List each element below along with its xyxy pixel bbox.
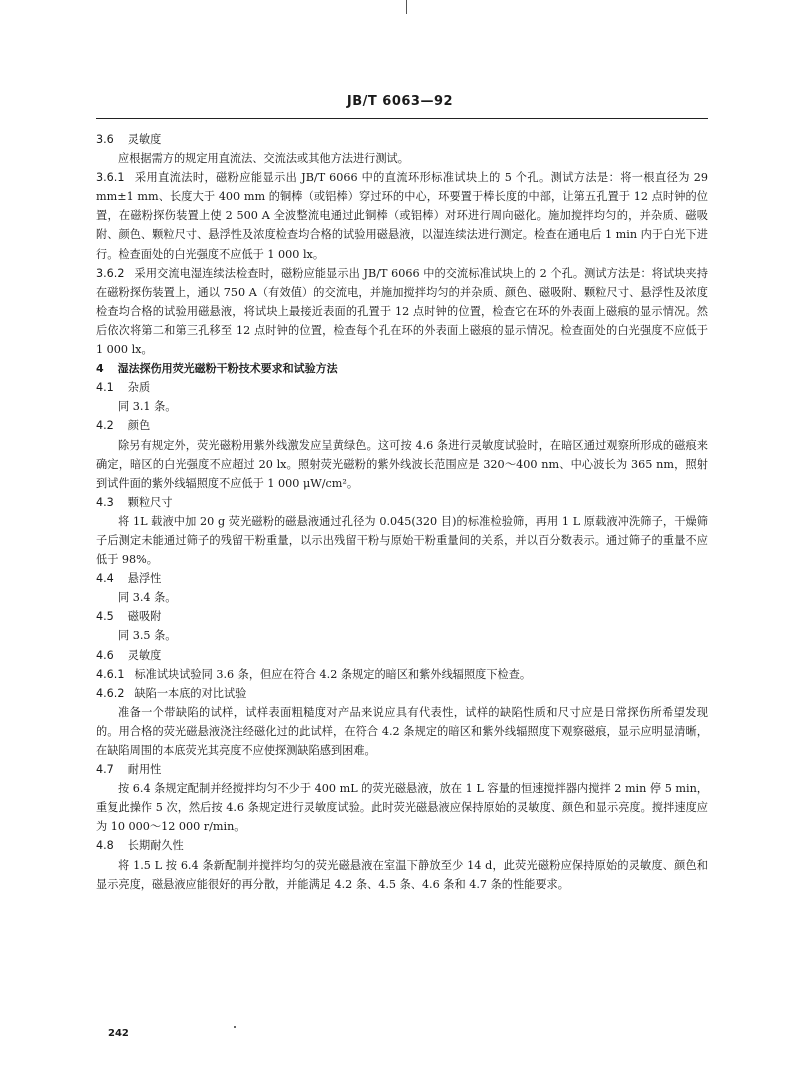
section-4-6-2-heading: 4.6.2 缺陷一本底的对比试验 (96, 686, 247, 700)
section-4-8-text: 将 1.5 L 按 6.4 条新配制并搅拌均匀的荧光磁悬液在室温下静放至少 14 d，此荧光磁粉应保持原始的灵敏度、颜色和显示亮度，磁悬液应能很好的再分散，并能满足 4.2 条、4.5 条、4.6 条和 4.7 条的性能要求。 (96, 858, 708, 891)
section-4-6-1: 4.6.1 标准试块试验同 3.6 条，但应在符合 4.2 条规定的暗区和紫外线辐照度下检查。 (96, 667, 532, 681)
standard-header: JB/T 6063—92 (346, 94, 454, 109)
section-3-6-1: 3.6.1 采用直流法时，磁粉应能显示出 JB/T 6066 中的直流环形标准试块上的 5 个孔。测试方法是：将一根直径为 29 mm±1 mm、长度大于 400 mm 的铜棒（或铝棒）穿过环的中心，环要置于棒长度的中部，让第五孔置于 12 点时钟的位置，在磁粉探伤装置上使 2 500 A 全波整流电通过此铜棒（或铝棒）对环进行周向磁化。施加搅拌均匀的，并杂质、磁吸附、颜色、颗粒尺寸、悬浮性及浓度检查均合格的试验用磁悬液，以湿连续法进行测定。检查在通电后 1 min 内于白光下进行。检查面处的白光强度不应低于 1 000 lx。 (96, 171, 708, 261)
section-4-1-text: 同 3.1 条。 (118, 400, 177, 414)
crop-mark (406, 0, 407, 14)
section-4-5-heading: 4.5 磁吸附 (96, 610, 162, 624)
section-4-3-heading: 4.3 颗粒尺寸 (96, 495, 173, 509)
section-4-7-text: 按 6.4 条规定配制并经搅拌均匀不少于 400 mL 的荧光磁悬液，放在 1 L 容量的恒速搅拌器内搅拌 2 min 停 5 min，重复此操作 5 次，然后按 4.6 条规定进行灵敏度试验。此时荧光磁悬液应保持原始的灵敏度、颜色和显示亮度。搅拌速度应为 10 000～12 000 r/min。 (96, 782, 708, 834)
document-body (96, 130, 708, 894)
section-3-6-2: 3.6.2 采用交流电湿连续法检查时，磁粉应能显示出 JB/T 6066 中的交流标准试块上的 2 个孔。测试方法是：将试块夹持在磁粉探伤装置上，通以 750 A（有效值）的交流电，并施加搅拌均匀的并杂质、颜色、磁吸附、颗粒尺寸、悬浮性及浓度检查均合格的试验用磁悬液，将试块上最接近表面的孔置于 12 点时钟的位置，检查它在环的外表面上磁痕的显示情况。然后依次将第二和第三孔移至 12 点时钟的位置，检查每个孔在环的外表面上磁痕的显示情况。检查面处的白光强度不应低于 1 000 lx。 (96, 266, 708, 357)
section-4-heading: 4 湿法探伤用荧光磁粉干粉技术要求和试验方法 (96, 362, 338, 376)
section-3-6-heading: 3.6 灵敏度 (96, 133, 162, 146)
section-4-5-text: 同 3.5 条。 (118, 629, 177, 643)
section-4-8-heading: 4.8 长期耐久性 (96, 839, 184, 853)
section-4-7-heading: 4.7 耐用性 (96, 763, 162, 777)
header-rule (96, 118, 708, 119)
section-4-4-text: 同 3.4 条。 (118, 591, 177, 605)
section-4-4-heading: 4.4 悬浮性 (96, 572, 162, 586)
section-4-1-heading: 4.1 杂质 (96, 381, 151, 395)
section-4-2-text: 除另有规定外，荧光磁粉用紫外线激发应呈黄绿色。这可按 4.6 条进行灵敏度试验时，在暗区通过观察所形成的磁痕来确定，暗区的白光强度不应超过 20 lx。照射荧光磁粉的紫外线波长范围应是 320～400 nm、中心波长为 365 nm，照射到试件面的紫外线辐照度不应低于 1 000 μW/cm²。 (96, 438, 708, 490)
section-4-6-heading: 4.6 灵敏度 (96, 648, 162, 662)
scan-speck (234, 1026, 236, 1028)
section-4-2-heading: 4.2 颜色 (96, 419, 151, 433)
section-3-6-text: 应根据需方的规定用直流法、交流法或其他方法进行测试。 (118, 152, 409, 166)
section-4-3-text: 将 1L 载液中加 20 g 荧光磁粉的磁悬液通过孔径为 0.045(320 目)的标准检验筛，再用 1 L 原载液冲洗筛子，干燥筛子后测定未能通过筛子的残留干粉重量，以示出残留干粉与原始干粉重量间的关系，并以百分数表示。通过筛子的重量不应低于 98%。 (96, 514, 708, 567)
section-4-6-2-text: 准备一个带缺陷的试样，试样表面粗糙度对产品来说应具有代表性，试样的缺陷性质和尺寸应是日常探伤所希望发现的。用合格的荧光磁悬液浇注经磁化过的此试样，在符合 4.2 条规定的暗区和紫外线辐照度下观察磁痕，显示应明显清晰，在缺陷周围的本底荧光其亮度不应使探测缺陷感到困难。 (96, 705, 708, 757)
page-number: 242 (108, 1028, 129, 1039)
